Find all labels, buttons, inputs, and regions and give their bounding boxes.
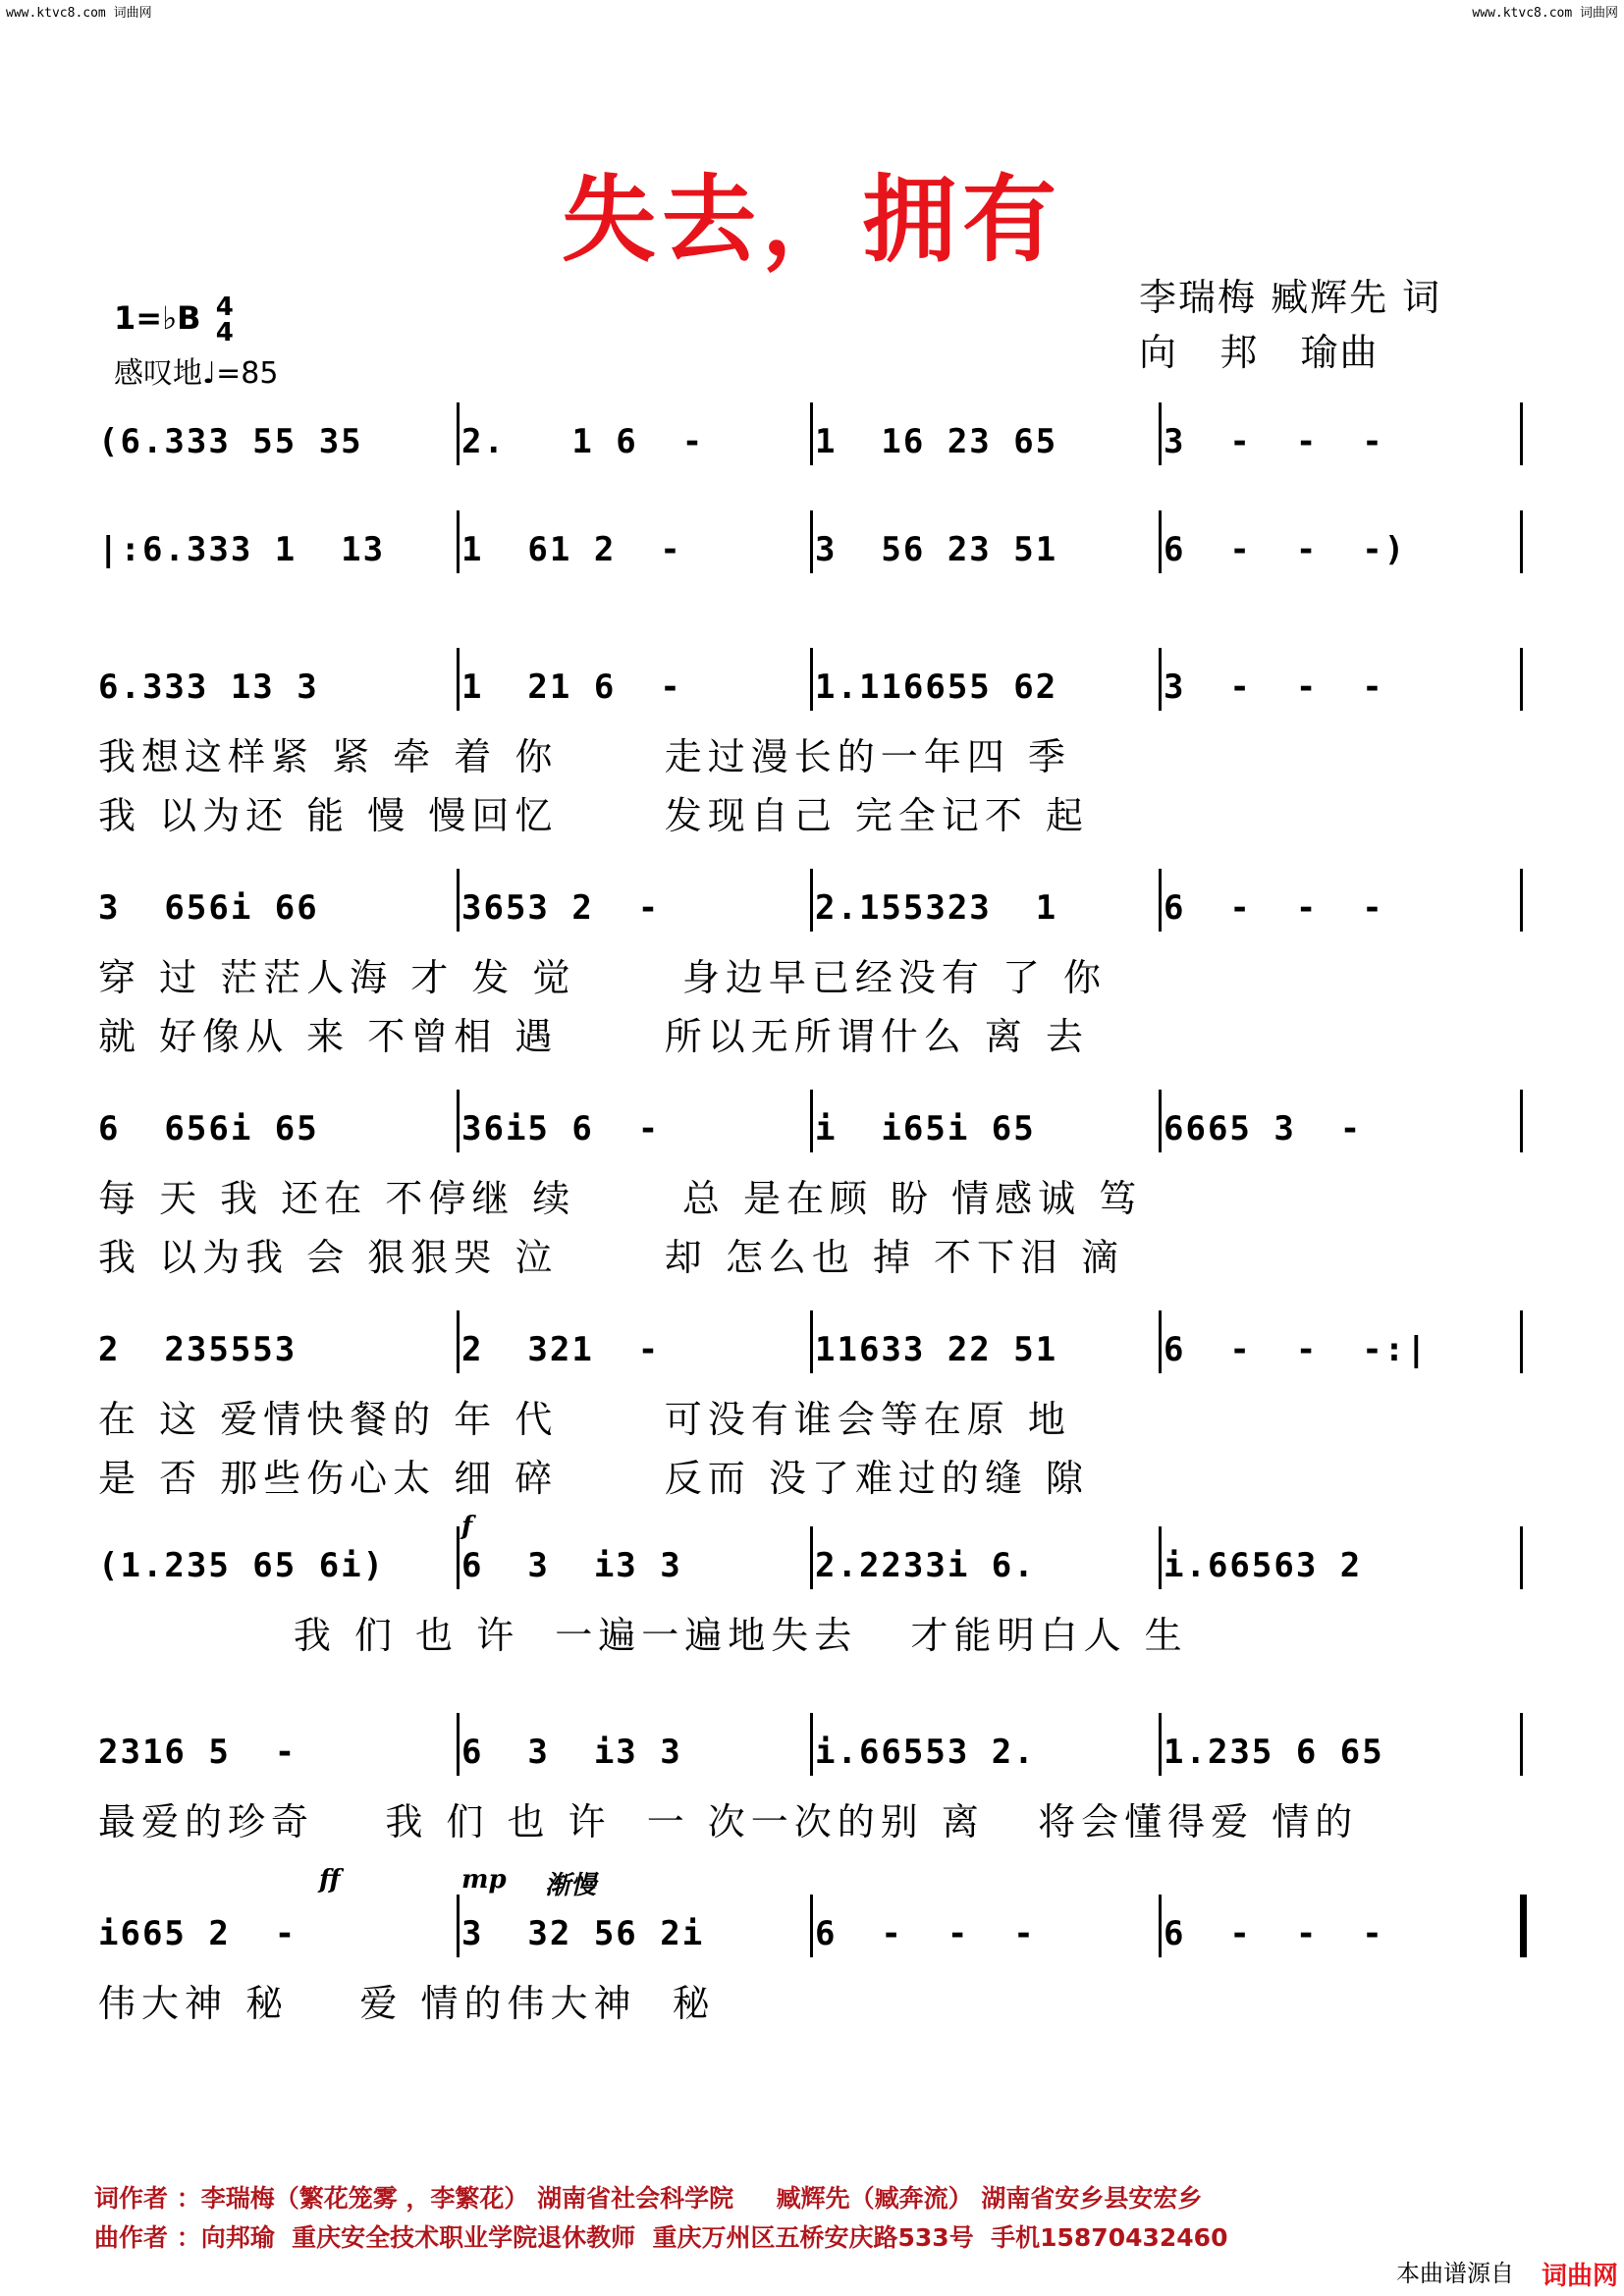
measure: 6 - - - [1164,888,1384,928]
notation-line [98,1330,1522,1377]
measure: 6 - - -) [1164,530,1407,569]
lyric-line: 每 天 我 还在 不停继 续 总 是在顾 盼 情感诚 笃 [98,1177,1143,1220]
ritardando-marking: 渐慢 [545,1871,597,1900]
barline [810,1895,813,1957]
measure: 6 3 i3 3 [461,1733,682,1772]
notation-line [98,1109,1522,1156]
source-logo: 词曲网 [1541,2262,1618,2291]
barline [1159,1310,1162,1373]
barline [810,1526,813,1589]
time-denominator: 4 [215,318,234,347]
lyric-line: 我 以为还 能 慢 慢回忆 发现自己 完全记不 起 [98,794,1089,837]
measure: 6 - - -:| [1164,1330,1429,1369]
tempo-marking: 感叹地♩=85 [114,356,279,391]
barline [457,1713,460,1776]
measure: 1 21 6 - [461,667,682,707]
notation-line [98,1914,1522,1961]
footer-composer-info: 曲作者 ：向邦瑜 重庆安全技术职业学院退休教师 重庆万州区五桥安庆路533号 手机15870432460 [94,2223,1228,2252]
measure: 3 - - - [1164,422,1384,461]
site-watermark-left: www.ktvc8.com 词曲网 [6,6,152,21]
measure: 6 - - - [1164,1914,1384,1953]
credits [1139,270,1441,380]
measure: 6 3 i3 3 [461,1546,682,1585]
notation-line [98,1733,1522,1780]
lyric-line: 我想这样紧 紧 牵 着 你 走过漫长的一年四 季 [98,735,1071,778]
barline [1520,1310,1523,1373]
barline [457,510,460,573]
lyric-line: 我 们 也 许 一遍一遍地失去 才能明白人 生 [98,1614,1188,1657]
measure: |:6.333 1 13 [98,530,386,569]
measure: 2. 1 6 - [461,422,705,461]
measure: 2316 5 - [98,1733,298,1772]
measure: 36i5 6 - [461,1109,661,1148]
measure: 1 61 2 - [461,530,682,569]
barline [457,402,460,465]
notation-line [98,530,1522,577]
barline [457,1310,460,1373]
final-barline [1520,1895,1527,1957]
time-signature [216,294,234,346]
measure: 2 235553 [98,1330,298,1369]
measure: 1 16 23 65 [815,422,1058,461]
barline [457,1090,460,1152]
measure: i665 2 - [98,1914,298,1953]
measure: 1.235 6 65 [1164,1733,1384,1772]
measure: 6 - - - [815,1914,1036,1953]
barline [810,648,813,711]
barline [1520,869,1523,932]
barline [1159,1895,1162,1957]
barline [1520,510,1523,573]
measure: 2.2233i 6. [815,1546,1036,1585]
measure: 3653 2 - [461,888,661,928]
barline [810,510,813,573]
song-title: 失去，拥有 [562,165,1062,275]
notation-line [98,1546,1522,1593]
lyric-line: 穿 过 茫茫人海 才 发 觉 身边早已经没有 了 你 [98,956,1108,999]
lyricist-credit: 李瑞梅 臧辉先 词 [1139,276,1442,319]
measure: i.66563 2 [1164,1546,1363,1585]
barline [1159,402,1162,465]
measure: 3 56 23 51 [815,530,1058,569]
composer-credit: 向 邦 瑜曲 [1139,331,1380,374]
barline [1520,1526,1523,1589]
measure: i.66553 2. [815,1733,1036,1772]
barline [1520,1713,1523,1776]
measure: 1.116655 62 [815,667,1058,707]
barline [1159,869,1162,932]
measure: 3 32 56 2i [461,1914,705,1953]
key-label: 1=♭B [114,299,201,337]
measure: (6.333 55 35 [98,422,363,461]
dynamic-ff: ff [319,1865,341,1895]
measure: 6665 3 - [1164,1109,1363,1148]
barline [1520,648,1523,711]
barline [457,869,460,932]
barline [457,1526,460,1589]
site-watermark-right: www.ktvc8.com 词曲网 [1472,6,1618,21]
measure: 2 321 - [461,1330,661,1369]
barline [1520,402,1523,465]
notation-line [98,888,1522,935]
barline [1159,648,1162,711]
lyric-line: 我 以为我 会 狠狠哭 泣 却 怎么也 掉 不下泪 滴 [98,1236,1125,1279]
measure: 2.155323 1 [815,888,1058,928]
lyric-line: 最爱的珍奇 我 们 也 许 一 次一次的别 离 将会懂得爱 情的 [98,1800,1359,1843]
barline [1520,1090,1523,1152]
measure: 6.333 13 3 [98,667,319,707]
footer-lyricist-info: 词作者 ：李瑞梅（繁花笼雾 ，李繁花） 湖南省社会科学院 臧辉先（臧奔流） 湖南省安乡县安宏乡 [94,2184,1203,2213]
barline [1159,1090,1162,1152]
lyric-line: 是 否 那些伤心太 细 碎 反而 没了难过的缝 隙 [98,1457,1089,1500]
barline [1159,1713,1162,1776]
notation-line [98,422,1522,469]
measure: (1.235 65 6i) [98,1546,386,1585]
dynamic-f: f [461,1512,473,1541]
barline [810,869,813,932]
measure: i i65i 65 [815,1109,1036,1148]
barline [810,1090,813,1152]
measure: 3 656i 66 [98,888,319,928]
lyric-line: 在 这 爱情快餐的 年 代 可没有谁会等在原 地 [98,1398,1071,1441]
key-signature [114,294,234,346]
dynamic-mp: mp [461,1865,507,1895]
source-note: 本曲谱源自 [1396,2260,1514,2287]
lyric-line: 伟大神 秘 爱 情的伟大神 秘 [98,1982,716,2025]
barline [810,402,813,465]
measure: 3 - - - [1164,667,1384,707]
barline [457,648,460,711]
measure: 6 656i 65 [98,1109,319,1148]
notation-line [98,667,1522,715]
barline [1159,1526,1162,1589]
barline [810,1713,813,1776]
measure: 11633 22 51 [815,1330,1058,1369]
time-numerator: 4 [215,293,234,322]
barline [1159,510,1162,573]
barline [810,1310,813,1373]
lyric-line: 就 好像从 来 不曾相 遇 所以无所谓什么 离 去 [98,1015,1089,1058]
barline [457,1895,460,1957]
